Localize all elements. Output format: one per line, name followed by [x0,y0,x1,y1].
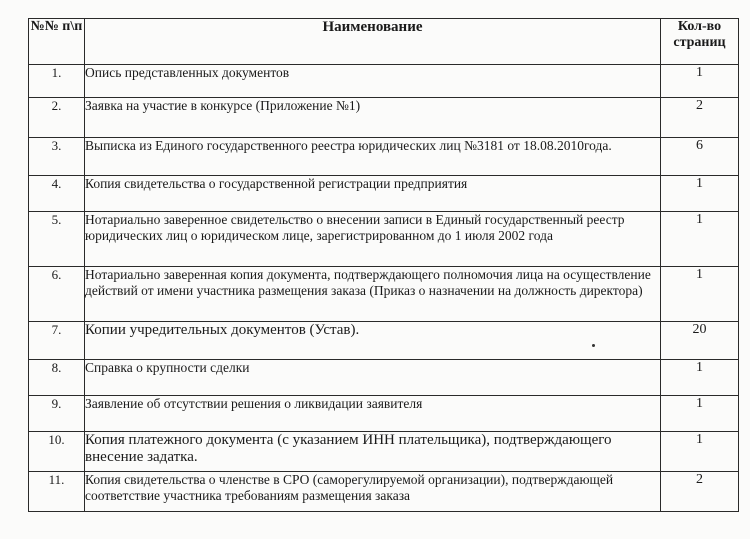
row-name: Нотариально заверенное свидетельство о внесении записи в Единый государственный реестр юридических лиц о юридическом лице, зарегистрированном до 1 июля 2002 года [85,212,661,267]
table-row [29,267,739,322]
table-header-row [29,19,739,65]
row-pages: 1 [661,267,739,322]
row-pages: 1 [661,65,739,98]
row-name: Копия платежного документа (с указанием ИНН плательщика), подтверждающего внесение задатка. [85,432,661,472]
row-pages: 1 [661,432,739,472]
row-pages: 6 [661,138,739,176]
row-name: Копия свидетельства о государственной регистрации предприятия [85,176,661,212]
row-name: Опись представленных документов [85,65,661,98]
header-name: Наименование [85,19,661,65]
row-pages: 1 [661,360,739,396]
row-number: 1. [29,65,85,98]
row-name: Копии учредительных документов (Устав). [85,322,661,360]
table-row [29,472,739,512]
row-number: 4. [29,176,85,212]
row-name: Нотариально заверенная копия документа, подтверждающего полномочия лица на осуществление действий от имени участника размещения заказа (Приказ о назначении на должность директора) [85,267,661,322]
row-pages: 20 [661,322,739,360]
row-number: 8. [29,360,85,396]
row-pages: 1 [661,396,739,432]
header-number: №№ п\п [29,19,85,65]
table-row [29,65,739,98]
row-name: Заявка на участие в конкурсе (Приложение №1) [85,98,661,138]
table-row [29,212,739,267]
row-name: Заявление об отсутствии решения о ликвидации заявителя [85,396,661,432]
row-name: Справка о крупности сделки [85,360,661,396]
documents-table [28,18,739,512]
table-row [29,176,739,212]
row-pages: 2 [661,472,739,512]
table-row [29,138,739,176]
row-number: 10. [29,432,85,472]
row-number: 2. [29,98,85,138]
row-pages: 1 [661,176,739,212]
header-pages: Кол-во страниц [661,19,739,65]
row-pages: 2 [661,98,739,138]
table-row [29,322,739,360]
row-number: 3. [29,138,85,176]
row-number: 5. [29,212,85,267]
table-row [29,432,739,472]
table-row [29,98,739,138]
table-row [29,360,739,396]
scan-speck [592,344,595,347]
row-number: 9. [29,396,85,432]
table-row [29,396,739,432]
row-number: 7. [29,322,85,360]
row-number: 11. [29,472,85,512]
row-number: 6. [29,267,85,322]
row-name: Копия свидетельства о членстве в СРО (саморегулируемой организации), подтверждающей соответствие участника требованиям размещения заказа [85,472,661,512]
row-name: Выписка из Единого государственного реестра юридических лиц №3181 от 18.08.2010года. [85,138,661,176]
row-pages: 1 [661,212,739,267]
